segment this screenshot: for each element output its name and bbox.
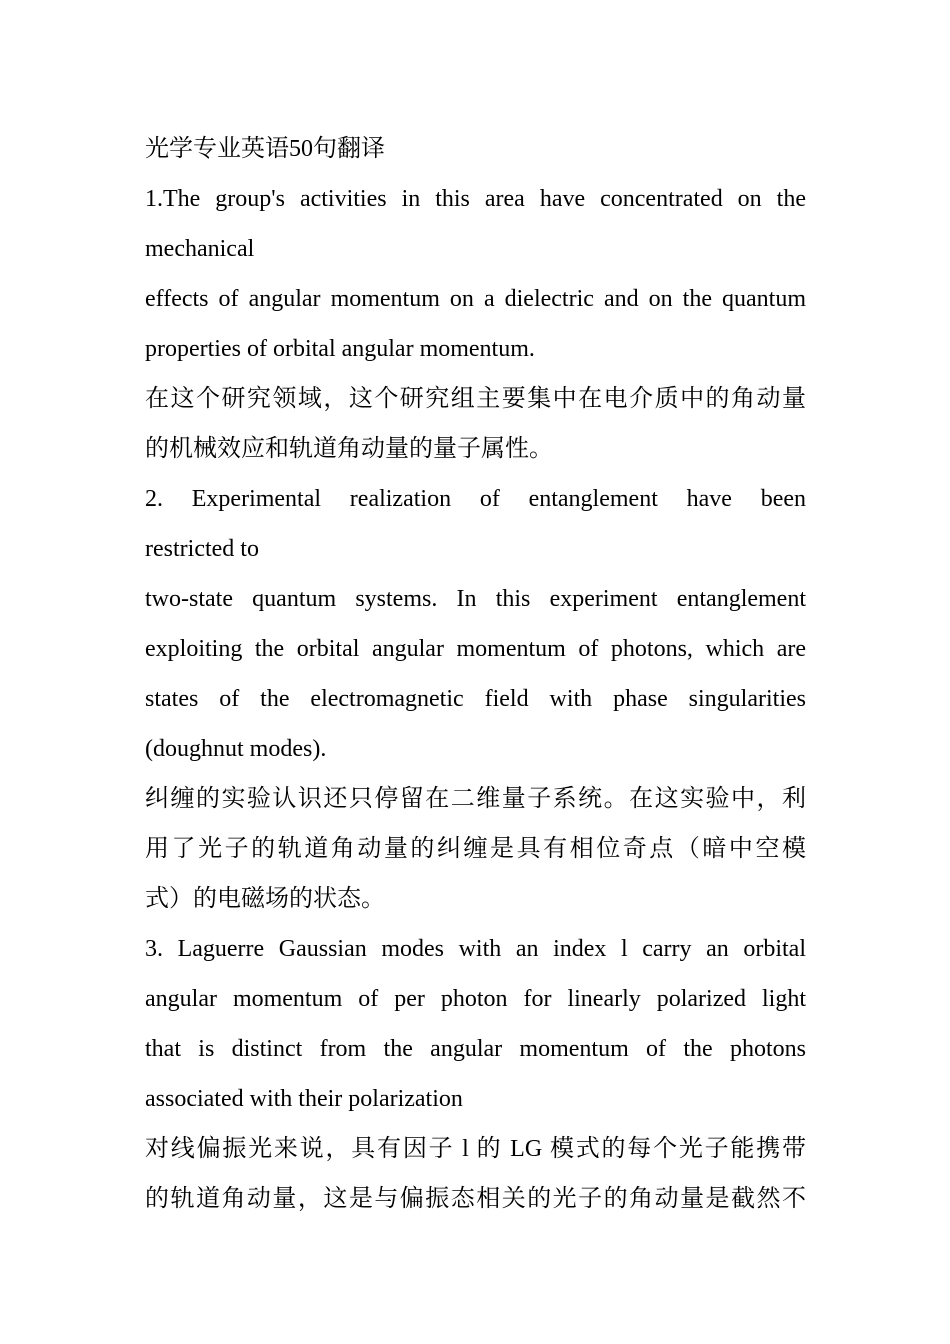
text-line-5: 在这个研究领域，这个研究组主要集中在电介质中的角动量 — [145, 386, 806, 412]
text-line-17: angular momentum of per photon for linearly polarized light — [145, 986, 806, 1012]
text-line-16: 3. Laguerre Gaussian modes with an index l carry an orbital — [145, 936, 806, 962]
text-line-11: states of the electromagnetic field with phase singularities — [145, 686, 806, 712]
text-line-6: 的机械效应和轨道角动量的量子属性。 — [145, 436, 553, 462]
document-title: 光学专业英语50句翻译 — [145, 136, 385, 162]
text-line-18: that is distinct from the angular momentum of the photons — [145, 1036, 806, 1062]
text-line-7: 2. Experimental realization of entanglement have been — [145, 486, 806, 512]
text-line-8: restricted to — [145, 536, 259, 562]
text-line-13: 纠缠的实验认识还只停留在二维量子系统。在这实验中，利 — [145, 786, 806, 812]
text-line-10: exploiting the orbital angular momentum of photons, which are — [145, 636, 806, 662]
text-line-15: 式）的电磁场的状态。 — [145, 886, 385, 912]
text-line-21: 的轨道角动量，这是与偏振态相关的光子的角动量是截然不 — [145, 1186, 806, 1212]
text-line-2: mechanical — [145, 236, 255, 262]
text-line-12: (doughnut modes). — [145, 736, 327, 762]
text-line-4: properties of orbital angular momentum. — [145, 336, 535, 362]
document-body — [145, 124, 806, 1224]
text-line-9: two-state quantum systems. In this experiment entanglement — [145, 586, 806, 612]
text-line-3: effects of angular momentum on a dielectric and on the quantum — [145, 286, 806, 312]
text-line-1: 1.The group's activities in this area have concentrated on the — [145, 186, 806, 212]
text-line-14: 用了光子的轨道角动量的纠缠是具有相位奇点（暗中空模 — [145, 836, 806, 862]
text-line-19: associated with their polarization — [145, 1086, 463, 1112]
text-line-20: 对线偏振光来说，具有因子 l 的 LG 模式的每个光子能携带 — [145, 1136, 806, 1162]
